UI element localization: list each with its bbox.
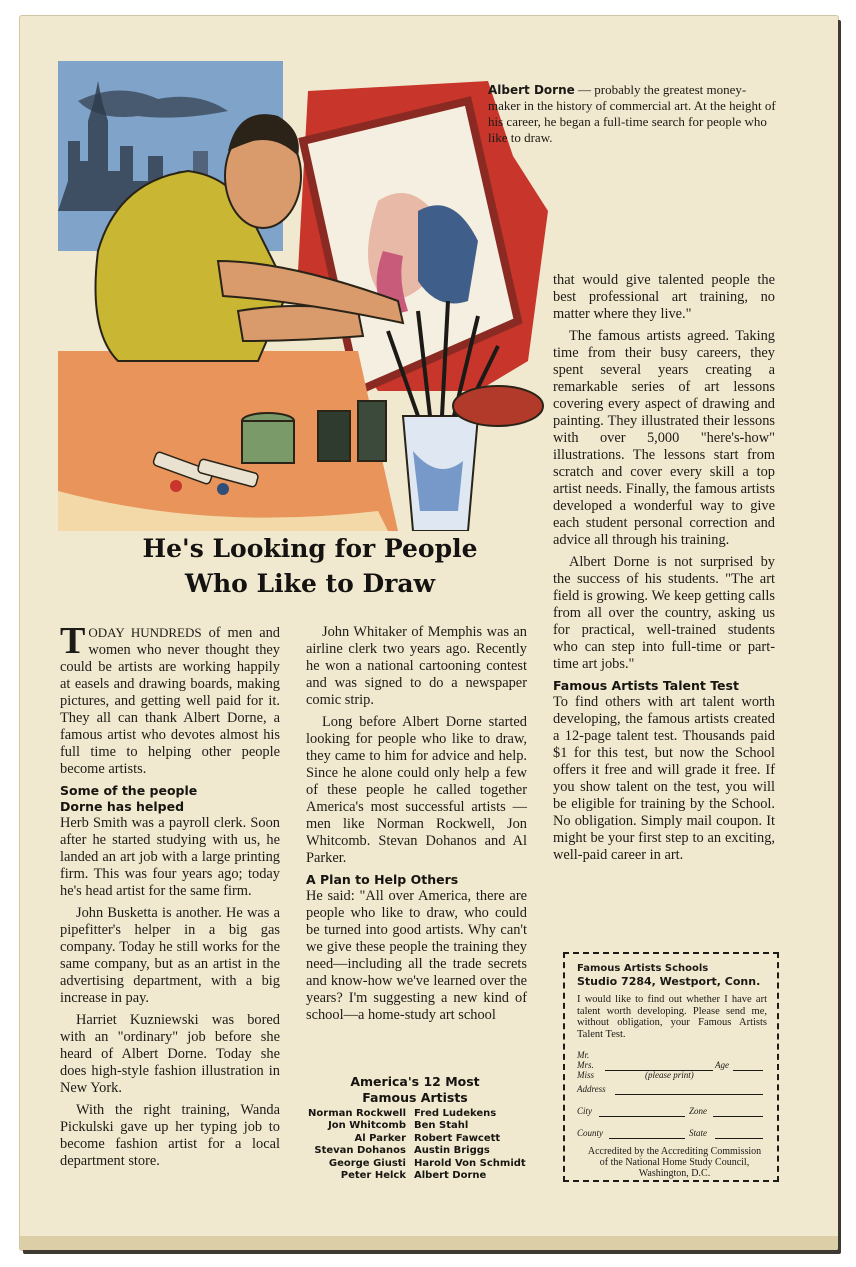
paragraph-he-said: He said: "All over America, there are people who like to draw, who could be turned into good artists. Why can't we give these people the training they need—including all the trade secrets and know-how we've learned over the years? I'm suggesting a new kind of school—a home-study art school bbox=[306, 888, 527, 1023]
field-label-miss: Miss bbox=[577, 1070, 595, 1080]
paragraph-talent-test: To find others with art talent worth developing, the famous artists created a 12-page talent test. Thousands paid $1 for this test, but now the School offers it free and will grade it free. If you show talent on the test, you will be eligible for training by the School. No obligation. Simply mail coupon. It might be your first step to an exciting, well-paid career in art. bbox=[553, 694, 775, 863]
artist-name: Fred Ludekens bbox=[414, 1108, 497, 1119]
artist-name: Peter Helck bbox=[340, 1170, 406, 1182]
field-label-mr: Mr. bbox=[577, 1050, 590, 1060]
comic-back-cover-page bbox=[20, 16, 838, 1250]
name-input-line[interactable] bbox=[605, 1070, 713, 1071]
field-label-age: Age bbox=[715, 1060, 729, 1070]
coupon-request-text: I would like to find out whether I have art talent worth developing. Please send me, without obligation, your Famous Artists Talent Test. bbox=[577, 994, 767, 1040]
field-label-county: County bbox=[577, 1128, 603, 1138]
field-label-zone: Zone bbox=[689, 1106, 707, 1116]
paragraph-john-whitaker: John Whitaker of Memphis was an airline clerk two years ago. Recently he won a national cartooning contest and was signed to do a newspaper comic strip. bbox=[306, 624, 527, 708]
column-2 bbox=[306, 624, 527, 1029]
artist-name: Austin Briggs bbox=[414, 1145, 490, 1157]
dropcap: T bbox=[60, 620, 86, 662]
artist-names-right bbox=[414, 1108, 544, 1182]
please-print-note: (please print) bbox=[645, 1070, 694, 1080]
city-input-line[interactable] bbox=[599, 1116, 685, 1117]
accreditation-note: Accredited by the Accrediting Commission of the National Home Study Council, Washington, D.C. bbox=[587, 1146, 762, 1179]
artist-name: Stevan Dohanos bbox=[314, 1145, 406, 1157]
paragraph-famous-agreed: The famous artists agreed. Taking time from their busy careers, they spent several years creating a remarkable series of art lessons covering every aspect of drawing and painting. They illustrated their lessons with over 5,000 "here's-how" illustrations. The lessons start from scratch and cover every skill a top artist needs. Finally, the famous artists developed a wonderful way to give each student personal correction and advice all through his training. bbox=[553, 328, 775, 548]
zone-input-line[interactable] bbox=[713, 1116, 763, 1117]
field-label-state: State bbox=[689, 1128, 707, 1138]
headline-line-2: Who Like to Draw bbox=[184, 569, 436, 598]
paragraph-john-busketta: John Busketta is another. He was a pipefitter's helper in a big gas company. Today he still works for the same company, but as an artist in the advertising department, with a big increase in pay. bbox=[60, 905, 280, 1006]
address-input-line[interactable] bbox=[615, 1094, 763, 1095]
column-3 bbox=[553, 272, 775, 869]
mail-coupon[interactable] bbox=[563, 952, 779, 1182]
section-heading-talent-test: Famous Artists Talent Test bbox=[553, 678, 739, 693]
caption-name: Albert Dorne bbox=[488, 83, 575, 97]
artist-name: George Giusti bbox=[328, 1157, 406, 1169]
field-label-address: Address bbox=[577, 1084, 606, 1094]
field-label-mrs: Mrs. bbox=[577, 1060, 594, 1070]
field-label-city: City bbox=[577, 1106, 592, 1116]
paragraph-long-before: Long before Albert Dorne started looking for people who like to draw, they came to him for advice and help. Since he alone could only help a few of these people he called together America's most successful artists —men like Norman Rockwell, Jon Whitcomb. Stevan Dohanos and Al Parker. bbox=[306, 714, 527, 866]
paragraph-wanda: With the right training, Wanda Pickulski gave up her typing job to become fashion artist for a local department store. bbox=[60, 1102, 280, 1169]
artist-name: Albert Dorne bbox=[414, 1170, 487, 1182]
caption-text: — probably the greatest money-maker in the history of commercial art. At the height of his career, he began a full-time search for people who like to draw. bbox=[488, 82, 776, 145]
artist-names-left bbox=[288, 1108, 406, 1182]
section-heading-plan: A Plan to Help Others bbox=[306, 872, 459, 887]
artist-name: Harold Von Schmidt bbox=[414, 1157, 526, 1169]
artist-name: Ben Stahl bbox=[414, 1120, 469, 1132]
famous-artists-title: America's 12 Most Famous Artists bbox=[350, 1074, 480, 1105]
paragraph-not-surprised: Albert Dorne is not surprised by the success of his students. "The art field is growing. We keep getting calls from all over the country, asking us for practical, well-trained students who can step into full-time or part-time art jobs." bbox=[553, 554, 775, 672]
paragraph-continued: that would give talented people the best professional art training, no matter where they live." bbox=[553, 272, 775, 322]
albert-dorne-illustration bbox=[58, 61, 548, 531]
column-1 bbox=[60, 620, 280, 1175]
artist-name: Al Parker bbox=[354, 1132, 406, 1144]
artist-name: Jon Whitcomb bbox=[328, 1120, 406, 1132]
section-heading-people: Some of the people Dorne has helped bbox=[60, 783, 198, 814]
county-input-line[interactable] bbox=[609, 1138, 685, 1139]
state-input-line[interactable] bbox=[715, 1138, 763, 1139]
illustration-caption bbox=[488, 82, 778, 146]
age-input-line[interactable] bbox=[733, 1070, 763, 1071]
paint-jar-stack bbox=[242, 421, 294, 463]
paragraph-herb-smith: Herb Smith was a payroll clerk. Soon after he started studying with us, he landed an art job with a large printing firm. This was four years ago; today he's head artist for the same firm. bbox=[60, 815, 280, 899]
intro-paragraph: TODAY HUNDREDS of men and women who never thought they could be artists are working happily at easels and drawing boards, making pictures, and getting well paid for it. They all can thank Albert Dorne, a famous artist who devotes almost his full time to helping other people become artists. bbox=[60, 620, 280, 777]
artist-name: Robert Fawcett bbox=[414, 1132, 501, 1144]
headline-line-1: He's Looking for People bbox=[142, 534, 478, 563]
coupon-header: Famous Artists Schools Studio 7284, Westport, Conn. bbox=[577, 963, 761, 988]
artist-name: Norman Rockwell bbox=[308, 1108, 406, 1119]
paragraph-harriet: Harriet Kuzniewski was bored with an "ordinary" job before she heard of Albert Dorne. Today she does high-style fashion illustration in New York. bbox=[60, 1012, 280, 1096]
